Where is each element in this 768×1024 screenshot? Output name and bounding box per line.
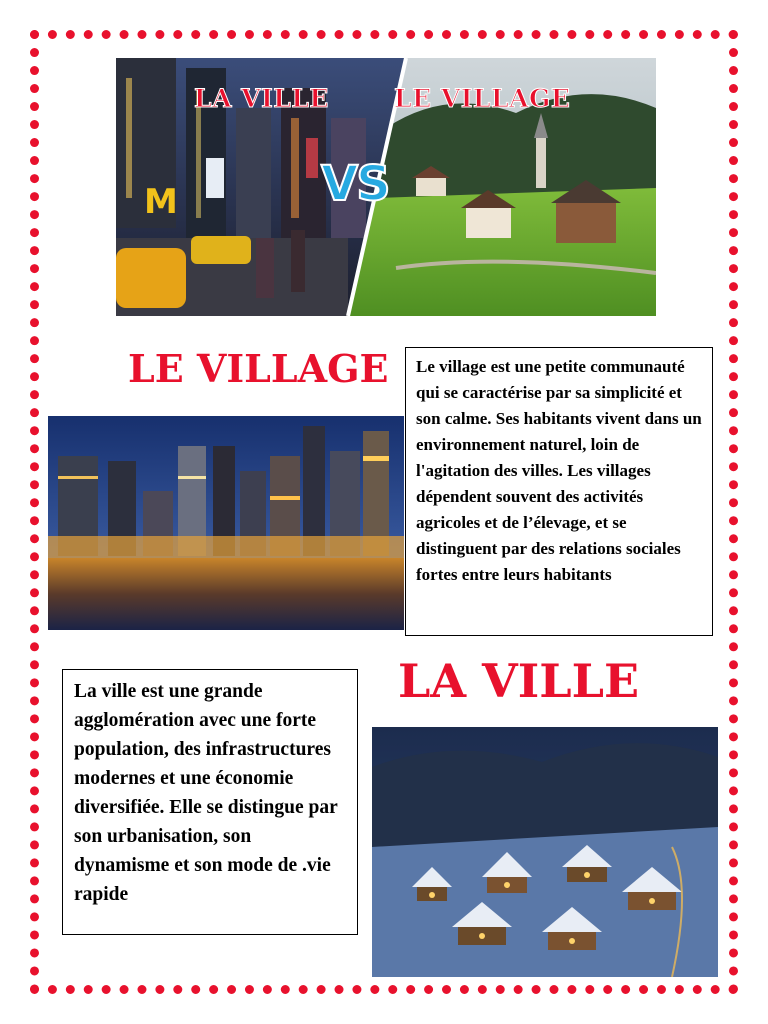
ville-description: La ville est une grande agglomération avec une forte population, des infrastructures modernes et une économie diversifiée. Elle se distingue par son urbanisation, son dynamisme et son mode de .vie rapide [62, 669, 358, 935]
svg-text:M: M [144, 182, 178, 222]
village-description: Le village est une petite communauté qui se caractérise par sa simplicité et son calme. Ses habitants vivent dans un environnement naturel, loin de l'agitation des villes. Les villages dépendent souvent des activités agricoles et de l’élevage, et se distinguent par des relations sociales fortes entre leurs habitants [405, 347, 713, 636]
snowy-village-photo [372, 727, 718, 977]
hero-title-city: LA VILLE [194, 84, 329, 113]
city-skyline-photo [48, 416, 404, 630]
heading-ville: LA VILLE [398, 654, 640, 708]
hero-title-village: LE VILLAGE [394, 84, 571, 113]
city-vs-village-image [116, 58, 656, 316]
vs-badge: VS [321, 156, 389, 212]
heading-village: LE VILLAGE [128, 346, 389, 391]
